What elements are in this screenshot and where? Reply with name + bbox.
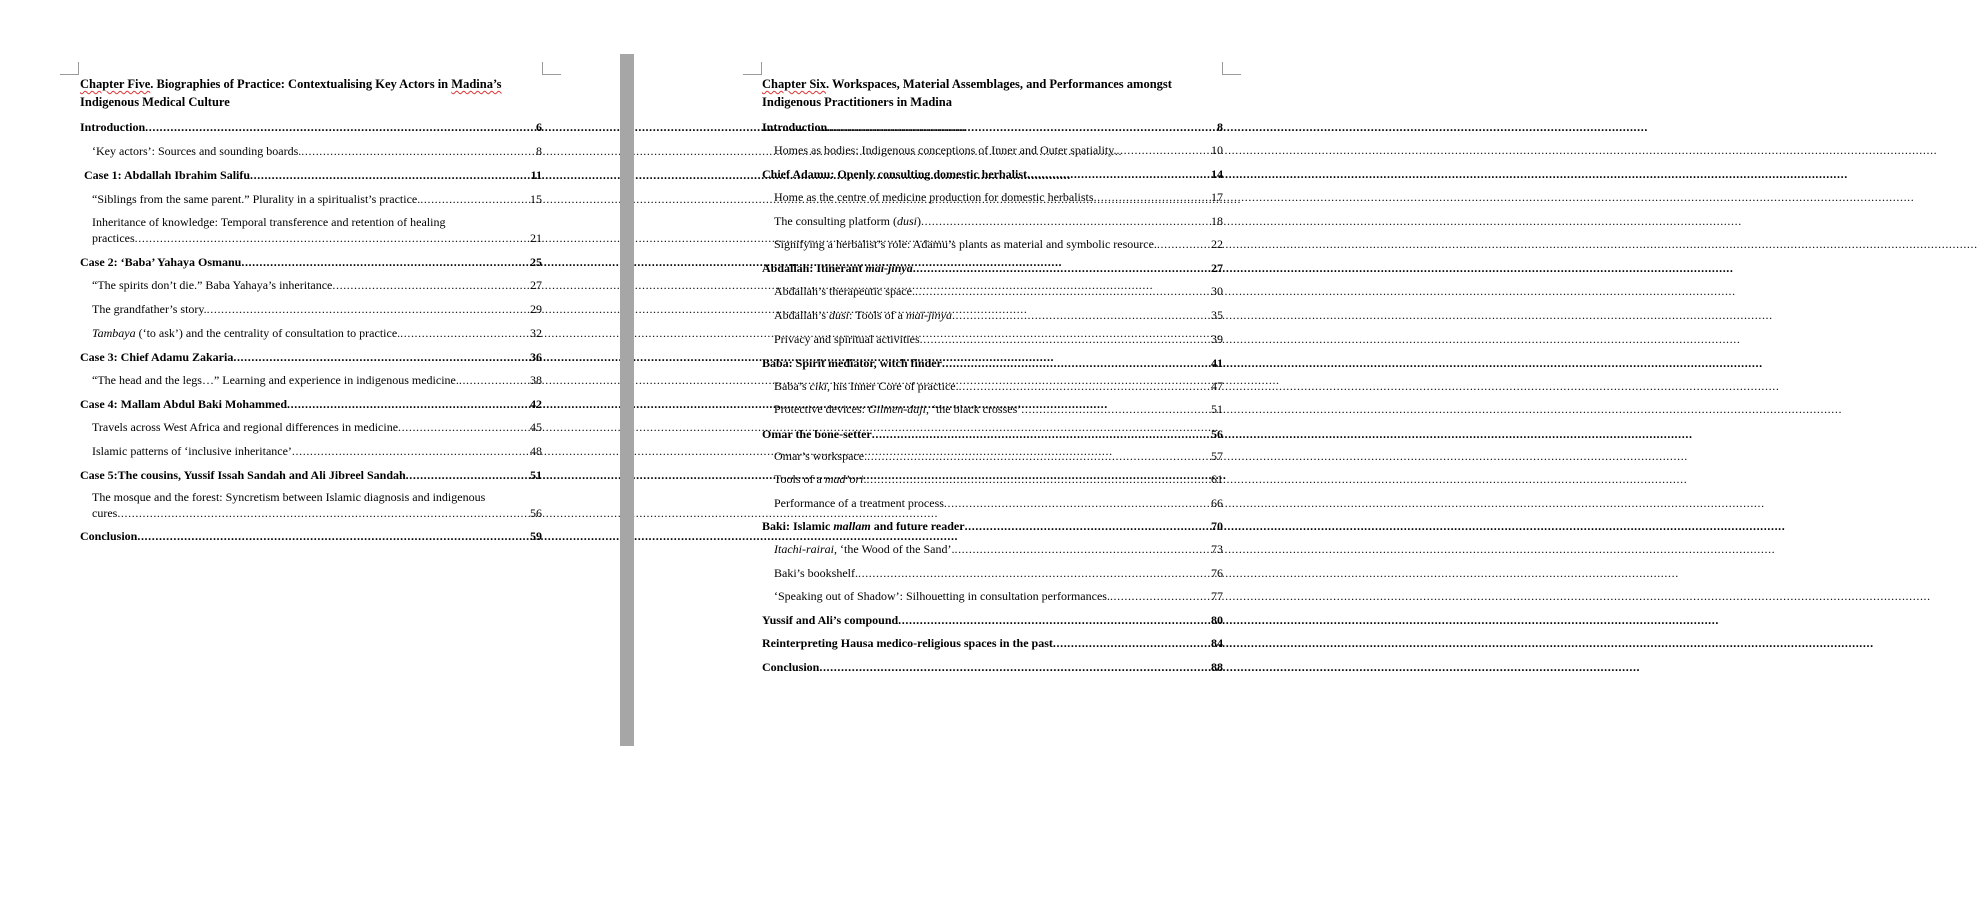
toc-entry[interactable] xyxy=(762,542,1223,557)
crop-mark-top-left xyxy=(743,62,762,75)
toc-entry-label: Tools of a xyxy=(774,472,825,486)
toc-entry-label: Chief Adamu: Openly consulting domestic herbalist xyxy=(762,167,1028,181)
toc-entry-page: 25 xyxy=(530,255,542,269)
toc-entry[interactable] xyxy=(762,120,1223,135)
toc-entry-page: 84 xyxy=(1211,636,1223,650)
toc-entry-page: 14 xyxy=(1211,167,1223,181)
toc-entry-label: The mosque and the forest: Syncretism between Islamic diagnosis and indigenous xyxy=(92,490,486,504)
toc-entry-page: 59 xyxy=(530,529,542,543)
toc-entry-page: 76 xyxy=(1211,566,1223,580)
toc-entry[interactable] xyxy=(80,373,542,388)
toc-entry-label: Conclusion xyxy=(762,660,820,674)
toc-entry-page: 27 xyxy=(1211,261,1223,275)
toc-entry-label: “Siblings from the same parent.” Plurality in a spiritualist’s practice. xyxy=(92,192,421,206)
toc-entry-label: Reinterpreting Hausa medico-religious spaces in the past xyxy=(762,636,1053,650)
toc-entry-page: 21 xyxy=(530,231,542,245)
toc-entry-label: Baki: Islamic xyxy=(762,519,834,533)
toc-entry-page: 8 xyxy=(536,144,542,158)
table-of-contents-chapter-five xyxy=(80,75,542,544)
toc-entry-label-italic: mad’ori xyxy=(824,472,864,486)
toc-entry[interactable] xyxy=(762,589,1223,604)
toc-entry[interactable] xyxy=(80,144,542,159)
toc-entry[interactable] xyxy=(80,120,542,135)
toc-entry-label: (‘to ask’) and the centrality of consultation to practice. xyxy=(135,326,401,340)
toc-entry[interactable] xyxy=(762,214,1223,229)
toc-entry-label: Case 4: Mallam Abdul Baki Mohammed xyxy=(80,397,288,411)
toc-entry-page: 8 xyxy=(1217,120,1223,134)
toc-entry[interactable] xyxy=(80,468,542,483)
toc-entry-label: Abdallah’s therapeutic space. xyxy=(774,284,915,298)
toc-entry-page: 6 xyxy=(536,120,542,134)
toc-entry-label-end: ) xyxy=(917,214,921,228)
toc-entry-page: 56 xyxy=(530,506,542,520)
toc-entry-page: 17 xyxy=(1211,190,1223,204)
toc-entry[interactable] xyxy=(762,613,1223,628)
toc-entry-label: Home as the centre of medicine production for domestic herbalists xyxy=(774,190,1094,204)
crop-mark-top-left xyxy=(60,62,79,75)
toc-entry[interactable] xyxy=(80,192,542,207)
toc-entry-page: 41 xyxy=(1211,356,1223,370)
toc-entry-page: 35 xyxy=(1211,308,1223,322)
toc-entry[interactable] xyxy=(80,529,542,544)
toc-entry[interactable] xyxy=(762,402,1223,417)
chapter-title-label: Chapter Six xyxy=(762,77,827,91)
toc-entry-label: ‘Speaking out of Shadow’: Silhouetting in consultation performances. xyxy=(774,589,1110,603)
toc-entry[interactable] xyxy=(762,472,1223,487)
toc-entry-label-italic: Itachi-rairai xyxy=(774,542,834,556)
toc-entry[interactable] xyxy=(762,519,1223,534)
toc-entry[interactable] xyxy=(80,420,542,435)
toc-entry[interactable] xyxy=(80,255,542,270)
toc-entry-page: 42 xyxy=(530,397,542,411)
toc-entry-page: 30 xyxy=(1211,284,1223,298)
toc-entry-page: 66 xyxy=(1211,496,1223,510)
toc-entry-label: ‘Key actors’: Sources and sounding boards. xyxy=(92,144,302,158)
toc-entry-label: Yussif and Ali’s compound xyxy=(762,613,899,627)
toc-entry-label: “The spirits don’t die.” Baba Yahaya’s inheritance xyxy=(92,278,333,292)
toc-entry-label: Conclusion xyxy=(80,529,138,543)
crop-mark-top-right xyxy=(1222,62,1241,75)
toc-entry-page: 18 xyxy=(1211,214,1223,228)
toc-entry-label: Inheritance of knowledge: Temporal transference and retention of healing xyxy=(92,215,446,229)
toc-entry[interactable] xyxy=(80,489,542,521)
toc-entry[interactable] xyxy=(762,449,1223,464)
toc-entry-label: Case 2: ‘Baba’ Yahaya Osmanu xyxy=(80,255,242,269)
toc-entry-label-italic: mai-jinya xyxy=(905,308,952,322)
toc-entry[interactable] xyxy=(762,284,1223,299)
toc-entry-label-italic: dusi xyxy=(829,308,850,322)
toc-entry-page: 56 xyxy=(1211,427,1223,441)
toc-entry-label-italic: ciki xyxy=(809,379,827,393)
toc-entry-page: 36 xyxy=(530,350,542,364)
toc-entry-page: 61 xyxy=(1211,472,1223,486)
chapter-title-label: Chapter Five xyxy=(80,77,151,91)
toc-entry-label: Abdallah: Itinerant xyxy=(762,261,866,275)
toc-entry[interactable] xyxy=(80,302,542,317)
toc-entry-page: 51 xyxy=(530,468,542,482)
toc-entry-page: 77 xyxy=(1211,589,1223,603)
toc-entry-label: Islamic patterns of ‘inclusive inheritance’ xyxy=(92,444,292,458)
crop-mark-top-right xyxy=(542,62,561,75)
toc-entry-page: 32 xyxy=(530,326,542,340)
toc-entry[interactable] xyxy=(762,566,1223,581)
toc-entry-label: Signifying a herbalist’s role: Adamu’s plants as material and symbolic resource. xyxy=(774,237,1157,251)
toc-entry[interactable] xyxy=(762,190,1223,205)
chapter-six-title xyxy=(762,75,1223,111)
toc-entry[interactable] xyxy=(762,143,1223,158)
chapter-title-place: Madina’s xyxy=(451,77,502,91)
toc-entry[interactable] xyxy=(80,214,542,246)
page-gap-divider xyxy=(620,54,634,746)
toc-entry[interactable] xyxy=(762,496,1223,511)
toc-entry-label: Omar the bone-setter xyxy=(762,427,872,441)
toc-entry[interactable] xyxy=(762,636,1223,651)
toc-entry-label: Abdallah’s xyxy=(774,308,829,322)
toc-entry[interactable] xyxy=(762,167,1223,182)
toc-entry-label-continued: practices xyxy=(92,231,135,245)
toc-entry-label: Protective devices: xyxy=(774,402,868,416)
chapter-title-text: . Workspaces, Material Assemblages, and Performances amongst xyxy=(826,77,1172,91)
toc-entry-page: 45 xyxy=(530,420,542,434)
toc-entry-label: “The head and the legs…” Learning and experience in indigenous medicine. xyxy=(92,373,459,387)
toc-entry-label-end: . xyxy=(863,472,867,486)
toc-entry[interactable] xyxy=(762,261,1223,276)
toc-entry-label: Baba’s xyxy=(774,379,810,393)
toc-entry[interactable] xyxy=(762,308,1223,323)
toc-entry-label-end: , his Inner Core of practice. xyxy=(827,379,959,393)
toc-entry-label: The consulting platform ( xyxy=(774,214,897,228)
toc-entry-page: 47 xyxy=(1211,379,1223,393)
toc-entry-label: Omar’s workspace. xyxy=(774,449,868,463)
toc-entry-label: Baki’s bookshelf. xyxy=(774,566,858,580)
toc-entry-label: Case 3: Chief Adamu Zakaria xyxy=(80,350,234,364)
toc-entry-label: Privacy and spiritual activities xyxy=(774,332,920,346)
toc-entry-label-mid: : Tools of a xyxy=(849,308,906,322)
toc-entry-page: 38 xyxy=(530,373,542,387)
chapter-five-title xyxy=(80,75,542,111)
toc-entry-page: 29 xyxy=(530,302,542,316)
toc-entry-page: 39 xyxy=(1211,332,1223,346)
chapter-title-continued: Indigenous Medical Culture xyxy=(80,95,230,109)
toc-entry[interactable] xyxy=(80,350,542,365)
toc-entry[interactable] xyxy=(762,379,1223,394)
toc-entry[interactable] xyxy=(762,427,1223,442)
toc-entry-page: 48 xyxy=(530,444,542,458)
chapter-title-text: . Biographies of Practice: Contextualising Key Actors in xyxy=(150,77,452,91)
toc-entry-label-continued: cures xyxy=(92,506,118,520)
toc-entry-page: 88 xyxy=(1211,660,1223,674)
toc-entry-label-italic: mai-jinya xyxy=(865,261,913,275)
toc-entry-label-end: and future reader xyxy=(870,519,965,533)
toc-entry[interactable] xyxy=(762,332,1223,347)
toc-entry[interactable] xyxy=(762,237,1223,252)
toc-entry-label: Case 1: Abdallah Ibrahim Salifu xyxy=(84,168,251,182)
toc-entry-label: Introduction xyxy=(80,120,146,134)
toc-entry-page: 11 xyxy=(530,168,542,182)
toc-entry-page: 15 xyxy=(530,192,542,206)
toc-entry-label: Introduction xyxy=(762,120,828,134)
toc-entry-label: The grandfather’s story. xyxy=(92,302,207,316)
toc-entry[interactable] xyxy=(80,278,542,293)
toc-entry-label-end: , ‘the black crosses’ xyxy=(925,402,1022,416)
toc-entry-label: Travels across West Africa and regional differences in medicine xyxy=(92,420,399,434)
toc-entry-page: 10 xyxy=(1211,143,1223,157)
toc-entry[interactable] xyxy=(80,397,542,412)
toc-entry-page: 73 xyxy=(1211,542,1223,556)
toc-entry[interactable] xyxy=(80,326,542,341)
toc-entry-label-italic: Tambaya xyxy=(92,326,136,340)
toc-entry-page: 51 xyxy=(1211,402,1223,416)
toc-entry-label: Performance of a treatment process xyxy=(774,496,944,510)
toc-entry-label: , ‘the Wood of the Sand’. xyxy=(834,542,955,556)
toc-entry-page: 22 xyxy=(1211,237,1223,251)
toc-entry-label: Homes as bodies: Indigenous conceptions of Inner and Outer spatiality. xyxy=(774,143,1117,157)
toc-entry[interactable] xyxy=(80,168,542,183)
toc-entry-label-italic: mallam xyxy=(833,519,871,533)
chapter-title-continued: Indigenous Practitioners in Madina xyxy=(762,95,952,109)
toc-entry-page: 27 xyxy=(530,278,542,292)
document-page-left xyxy=(0,0,610,905)
toc-entry-label: Case 5:The cousins, Yussif Issah Sandah and Ali Jibreel Sandah xyxy=(80,468,406,482)
toc-entry-page: 80 xyxy=(1211,613,1223,627)
toc-entry-page: 70 xyxy=(1211,519,1223,533)
toc-entry-label-italic: Gilmen-daji xyxy=(867,402,926,416)
toc-entry-label: Baba: Spirit mediator, witch finder xyxy=(762,356,942,370)
table-of-contents-chapter-six xyxy=(762,75,1223,675)
toc-entry[interactable] xyxy=(762,660,1223,675)
toc-entry[interactable] xyxy=(762,356,1223,371)
toc-entry-label-italic: dusi xyxy=(896,214,917,228)
toc-entry[interactable] xyxy=(80,444,542,459)
toc-entry-page: 57 xyxy=(1211,449,1223,463)
